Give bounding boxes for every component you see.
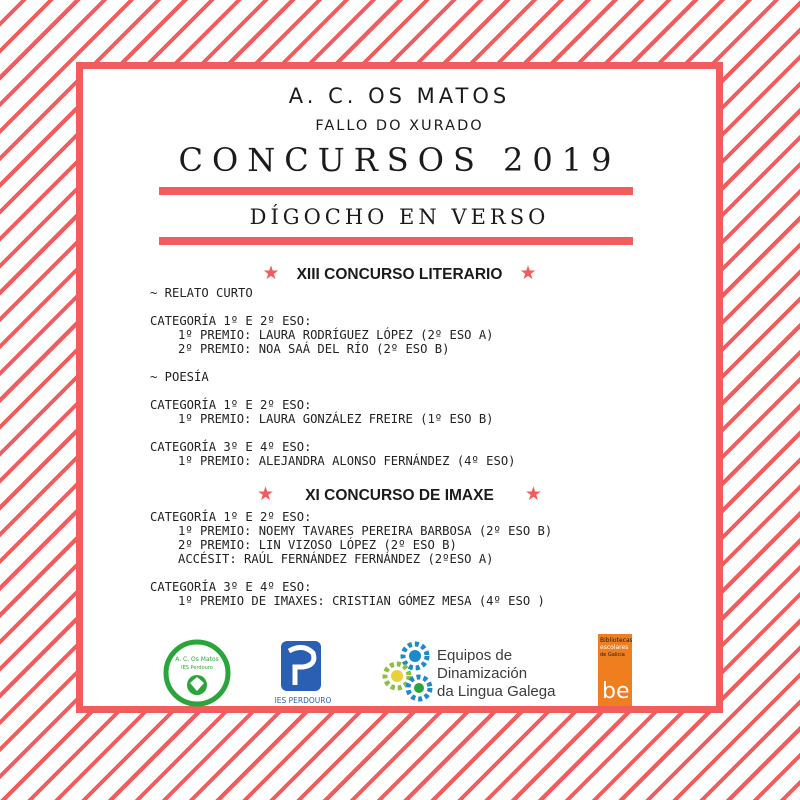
star-icon: ★ [519, 262, 537, 284]
edlg-line2: Dinamización [437, 665, 528, 682]
prize-entry: 1º PREMIO DE IMAXES: CRISTIAN GÓMEZ MESA (4º ESO ) [178, 594, 545, 608]
category-label: CATEGORÍA 3º E 4º ESO: [150, 580, 312, 594]
star-icon: ★ [257, 483, 275, 505]
edlg-logo [373, 636, 573, 706]
edlg-line1: Equipos de [437, 647, 513, 664]
prize-entry: 1º PREMIO: ALEJANDRA ALONSO FERNÁNDEZ (4º ESO) [178, 454, 516, 468]
ies-perdouro-label: IES PERDOURO [274, 696, 332, 705]
osmatos-logo-text: A. C. Os Matos [175, 656, 219, 663]
divider-top [159, 187, 633, 195]
prize-entry: 2º PREMIO: LIN VIZOSO LÓPEZ (2º ESO B) [178, 538, 457, 552]
bibliotecas-logo [598, 634, 632, 706]
bibliotecas-line2: escolares [600, 644, 629, 651]
imaxe-list [150, 510, 552, 608]
literario-heading: XIII CONCURSO LITERARIO [296, 266, 503, 283]
imaxe-heading: XI CONCURSO DE IMAXE [305, 487, 494, 504]
star-icon: ★ [524, 483, 542, 505]
prize-entry: 1º PREMIO: NOEMY TAVARES PEREIRA BARBOSA (2º ESO B) [178, 524, 553, 538]
bibliotecas-mark: be [602, 679, 630, 704]
page-title: CONCURSOS 2019 [178, 141, 621, 179]
literario-list [150, 286, 516, 468]
literario-heading-row [83, 262, 716, 284]
category-label: CATEGORÍA 3º E 4º ESO: [150, 440, 312, 454]
org-name: A. C. OS MATOS [288, 84, 511, 108]
prize-entry: ACCÉSIT: RAÚL FERNÁNDEZ FERNÁNDEZ (2ºESO A) [178, 552, 494, 566]
subtitle: FALLO DO XURADO [315, 118, 484, 134]
prize-entry: 2º PREMIO: NOA SAÁ DEL RÍO (2º ESO B) [178, 342, 450, 356]
bibliotecas-line3: de Galicia [600, 652, 625, 658]
category-label: CATEGORÍA 1º E 2º ESO: [150, 314, 312, 328]
category-label: CATEGORÍA 1º E 2º ESO: [150, 510, 312, 524]
theme-title: DÍGOCHO EN VERSO [249, 205, 550, 229]
prize-entry: 1º PREMIO: LAURA GONZÁLEZ FREIRE (1º ESO B) [178, 412, 494, 426]
relato-label: ~ RELATO CURTO [150, 286, 253, 300]
imaxe-heading-row [83, 483, 716, 505]
edlg-line3: da Lingua Galega [437, 683, 556, 700]
bibliotecas-line1: Bibliotecas [600, 637, 632, 644]
osmatos-logo [163, 639, 231, 707]
poesia-label: ~ POESÍA [150, 370, 209, 384]
ies-perdouro-logo [273, 637, 333, 709]
osmatos-logo-subtext: IES Perdouro [181, 665, 213, 671]
category-label: CATEGORÍA 1º E 2º ESO: [150, 398, 312, 412]
star-icon: ★ [262, 262, 280, 284]
announcement-card [76, 62, 723, 713]
divider-bottom [159, 237, 633, 245]
prize-entry: 1º PREMIO: LAURA RODRÍGUEZ LÓPEZ (2º ESO A) [178, 328, 494, 342]
